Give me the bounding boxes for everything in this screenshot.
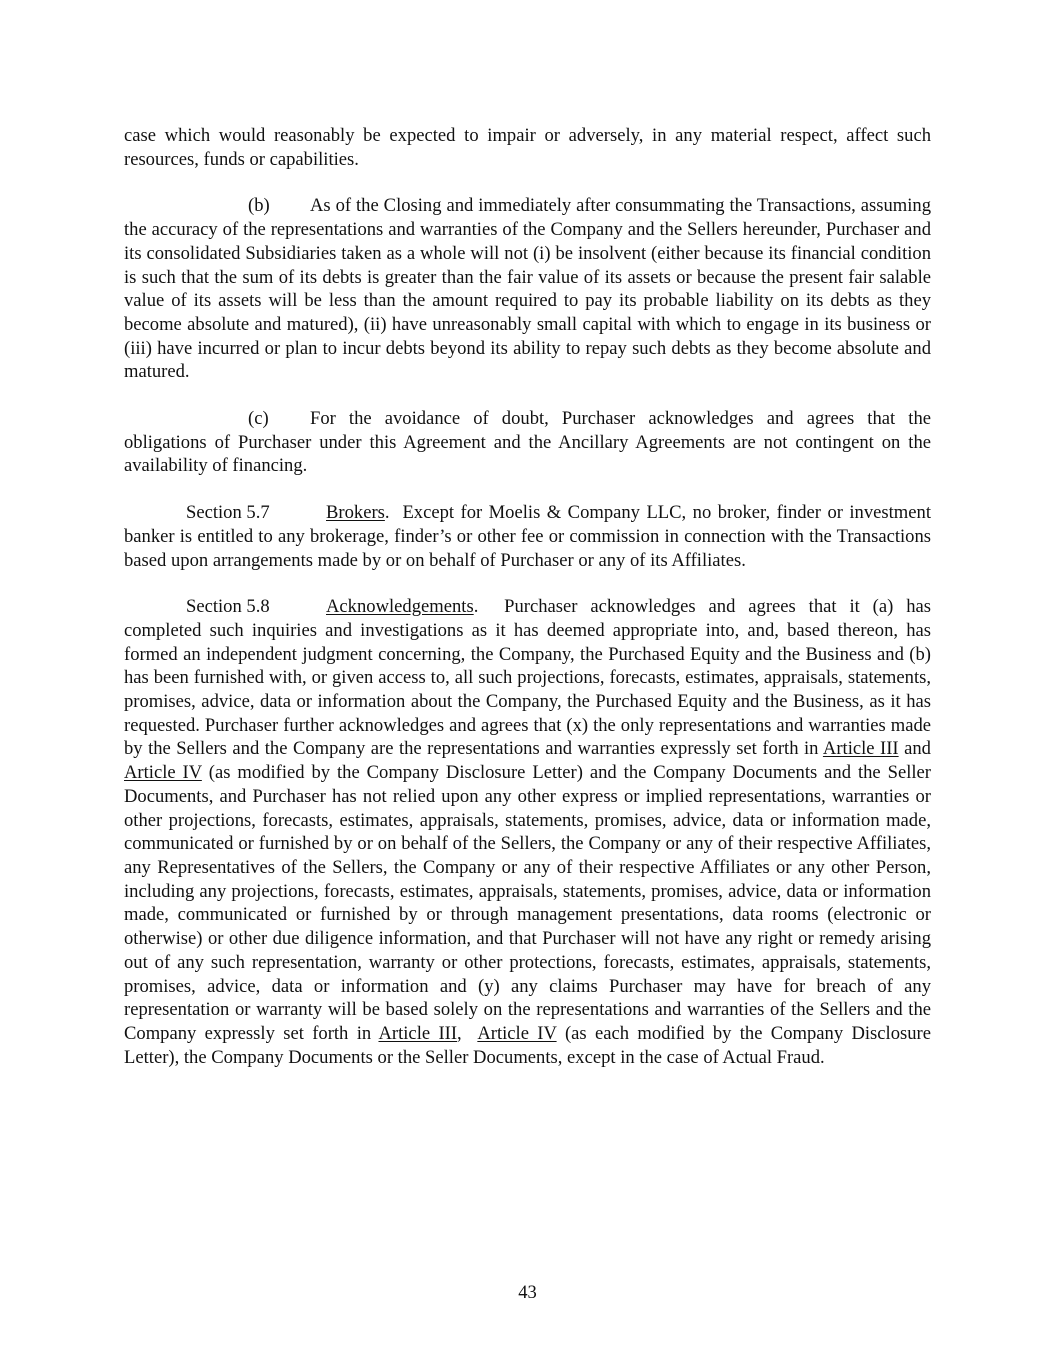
page-number: 43 xyxy=(518,1282,537,1303)
section-5-8-text-2: and xyxy=(904,738,931,760)
article-iii-reference: Article III xyxy=(378,1022,458,1044)
article-iv-reference: Article IV xyxy=(477,1022,557,1044)
paragraph-b xyxy=(124,194,931,384)
section-5-7: Section 5.7 Brokers. Except for Moelis & Company LLC, no broker, finder or investment banker is entitled to any brokerage, finder’s or other fee or commission in connection with the Transactions based upon arrangements made by or on behalf of Purchaser or any of its Affiliates. xyxy=(124,502,931,571)
article-iii-reference: Article III xyxy=(822,738,899,760)
section-5-8-heading: Acknowledgements xyxy=(326,596,474,618)
section-5-8-number: Section 5.8 xyxy=(186,596,270,618)
paragraph-b-label: (b) xyxy=(248,195,270,217)
paragraph-c-label: (c) xyxy=(248,408,269,430)
section-5-8-text-1: Purchaser acknowledges and agrees that it (a) has completed such inquiries and investigations as it has deemed appropriate into, and, based thereon, has formed an independent judgment concerning, the Company, the Purchased Equity and the Business and (b) has been furnished with, or given access to, all such projections, forecasts, estimates, appraisals, statements, promises, advice, data or information about the Company, the Purchased Equity and the Business, as it has requested. Purchaser further acknowledges and agrees that (x) the only representations and warranties made by the Sellers and the Company are the representations and warranties expressly set forth in xyxy=(124,596,931,760)
section-5-7-heading: Brokers xyxy=(326,502,385,524)
section-5-8: Section 5.8 Acknowledgements. Purchaser acknowledges and agrees that it (a) has completed such inquiries and investigations as it has deemed appropriate into, and, based thereon, has formed an independent judgment concerning, the Company, the Purchased Equity and the Business and (b) has been furnished with, or given access to, all such projections, forecasts, estimates, appraisals, statements, promises, advice, data or information about the Company, the Purchased Equity and the Business, as it has requested. Purchaser further acknowledges and agrees that (x) the only representations and warranties made by the Sellers and the Company are the representations and warranties expressly set forth in Article III and Article IV (as modified by the Company Disclosure Letter) and the Company Documents and the Seller Documents, and Purchaser has not relied upon any other express or implied representations, warranties or other projections, forecasts, estimates, appraisals, statements, promises, advice, data or information made, communicated or furnished by or on behalf of the Sellers, the Company or any of their respective Affiliates, any Representatives of the Sellers, the Company or any of their respective Affiliates or any other Person, including any projections, forecasts, estimates, appraisals, statements, promises, advice, data or information made, communicated or furnished by or through management presentations, data rooms (electronic or otherwise) or other due diligence information, and that Purchaser will not have any right or remedy arising out of any such representation, warranty or other protections, forecasts, estimates, appraisals, statements, promises, advice, data or information and (y) any claims Purchaser may have for breach of any representation or warranty will be based solely on the representations and warranties of the Sellers and the Company expressly set forth in Article III, Article IV (as each modified by the Company Disclosure Letter), the Company Documents or the Seller Documents, except in the case of Actual Fraud. xyxy=(124,596,931,1068)
section-5-8-text-4: , xyxy=(457,1022,462,1044)
paragraph-b-text: As of the Closing and immediately after consummating the Transactions, assuming the accuracy of the representations and warranties of the Company and the Sellers hereunder, Purchaser and its consolidated Subsidiaries taken as a whole will not (i) be insolvent (either because its financial condition is such that the sum of its debts is greater than the fair value of its assets or because the present fair salable value of its assets will be less than the amount required to pay its probable liability on its debts as they become absolute and matured), (ii) have unreasonably small capital with which to engage in its business or (iii) have incurred or plan to incur debts beyond its ability to repay such debts as they become absolute and matured. xyxy=(124,195,931,383)
paragraph-c-text: For the avoidance of doubt, Purchaser acknowledges and agrees that the obligations of Purchaser under this Agreement and the Ancillary Agreements are not contingent on the availability of financing. xyxy=(124,408,931,477)
article-iv-reference: Article IV xyxy=(124,762,202,784)
section-5-7-number: Section 5.7 xyxy=(186,502,270,524)
section-5-7-text: Except for Moelis & Company LLC, no broker, finder or investment banker is entitled to any brokerage, finder’s or other fee or commission in connection with the Transactions based upon arrangements made by or on behalf of Purchaser or any of its Affiliates. xyxy=(124,502,931,571)
paragraph-continuation-text: case which would reasonably be expected to impair or adversely, in any material respect, affect such resources, funds or capabilities. xyxy=(124,125,931,170)
section-5-8-text-5: (as each modified by the Company Disclosure Letter), the Company Documents or the Seller Documents, except in the case of Actual Fraud. xyxy=(124,1022,931,1068)
document-page xyxy=(124,124,931,1092)
section-5-8-text-3: (as modified by the Company Disclosure Letter) and the Company Documents and the Seller Documents, and Purchaser has not relied upon any other express or implied representations, warranties or other projections, forecasts, estimates, appraisals, statements, promises, advice, data or information made, communicated or furnished by or on behalf of the Sellers, the Company or any of their respective Affiliates, any Representatives of the Sellers, the Company or any of their respective Affiliates or any other Person, including any projections, forecasts, estimates, appraisals, statements, promises, advice, data or information made, communicated or furnished by or through management presentations, data rooms (electronic or otherwise) or other due diligence information, and that Purchaser will not have any right or remedy arising out of any such representation, warranty or other protections, forecasts, estimates, appraisals, statements, promises, advice, data or information and (y) any claims Purchaser may have for breach of any representation or warranty will be based solely on the representations and warranties of the Sellers and the Company expressly set forth in xyxy=(124,762,931,1044)
paragraph-c xyxy=(124,407,931,478)
paragraph-continuation xyxy=(124,124,931,171)
